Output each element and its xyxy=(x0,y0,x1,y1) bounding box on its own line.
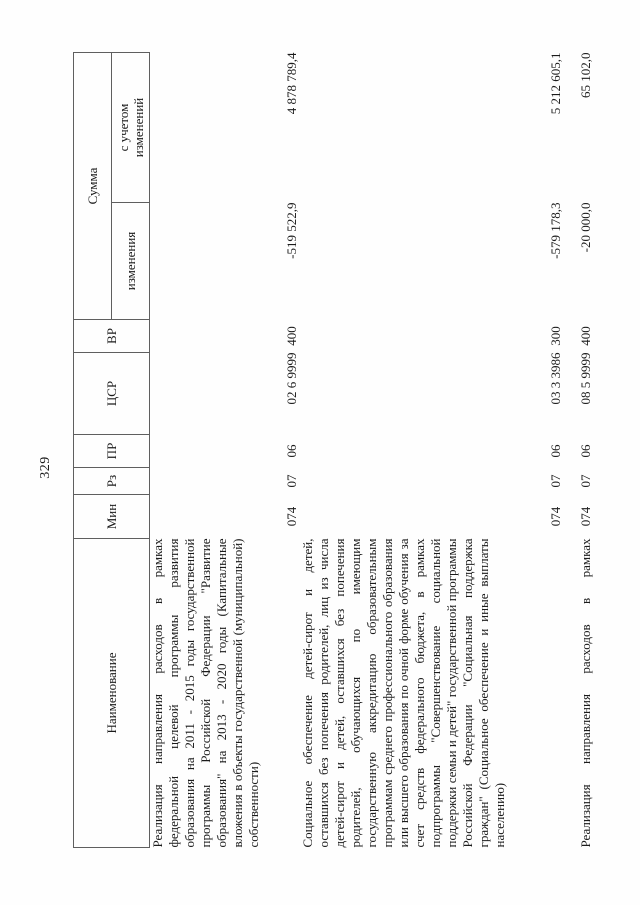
cell-izmeneniya: -579 178,3 xyxy=(547,202,563,259)
cell-rz: 07 xyxy=(577,474,593,488)
cell-vr: 300 xyxy=(547,326,563,346)
cell-csr: 02 6 9999 xyxy=(283,352,299,405)
cell-rz: 07 xyxy=(547,474,563,488)
cell-s-uchetom: 65 102,0 xyxy=(577,52,593,98)
col-header-s-uchetom xyxy=(112,53,150,203)
cell-min: 074 xyxy=(283,506,299,527)
cell-csr: 08 5 9999 xyxy=(577,352,593,405)
cell-vr: 400 xyxy=(577,326,593,346)
cell-csr: 03 3 3986 xyxy=(547,352,563,405)
col-header-s-uchetom-label: с учетом изменений xyxy=(115,97,146,158)
cell-pr: 06 xyxy=(547,444,563,458)
table-row-page-break xyxy=(564,53,640,848)
table-header xyxy=(74,53,150,848)
budget-table xyxy=(73,52,640,848)
col-header-rz: Рз xyxy=(74,468,150,495)
table-row xyxy=(150,53,300,848)
cell-vr: 400 xyxy=(283,326,299,346)
cell-pr: 06 xyxy=(283,444,299,458)
table-row xyxy=(300,53,564,848)
col-header-csr: ЦСР xyxy=(74,353,150,435)
col-header-vr: ВР xyxy=(74,320,150,353)
cell-s-uchetom: 4 878 789,4 xyxy=(283,52,299,115)
cell-rz: 07 xyxy=(283,474,299,488)
cell-pr: 06 xyxy=(577,444,593,458)
cell-name: Реализация направления расходов в рамках xyxy=(577,538,593,848)
cell-min: 074 xyxy=(547,506,563,527)
cell-izmeneniya: -519 522,9 xyxy=(283,202,299,259)
cell-izmeneniya: -20 000,0 xyxy=(577,202,593,253)
cell-name: Социальное обеспечение детей-сирот и детей, оставшихся без попечения родителей, лиц из числа детей-сирот и детей, оставшихся без попечения родителей, обучающихся по имеющим государственную аккредитацию образовательным программам среднего профессионального образования или высшего образования по очной форме обучения за счет средств федерального бюджета, в рамках подпрограммы "Совершенствование социальной поддержки семьи и детей" государственной программы Российской Федерации "Социальная поддержка граждан" (Социальное обеспечение и иные выплаты населению) xyxy=(299,538,507,848)
col-header-izmeneniya: изменения xyxy=(112,203,150,320)
table-body xyxy=(150,53,640,848)
cell-name: Реализация направления расходов в рамках федеральной целевой программы развития образования на 2011 - 2015 годы государственной программы Российской Федерации "Развитие образования" на 2013 - 2020 годы (Капитальные вложения в объекты государственной (муниципальной) собственности) xyxy=(150,538,261,848)
col-header-name: Наименование xyxy=(74,539,150,848)
cell-s-uchetom: 5 212 605,1 xyxy=(547,52,563,115)
col-header-pr: ПР xyxy=(74,435,150,468)
cell-min: 074 xyxy=(577,506,593,527)
page-number: 329 xyxy=(38,456,53,479)
col-header-summa: Сумма xyxy=(74,53,112,320)
col-header-min: Мин xyxy=(74,495,150,539)
